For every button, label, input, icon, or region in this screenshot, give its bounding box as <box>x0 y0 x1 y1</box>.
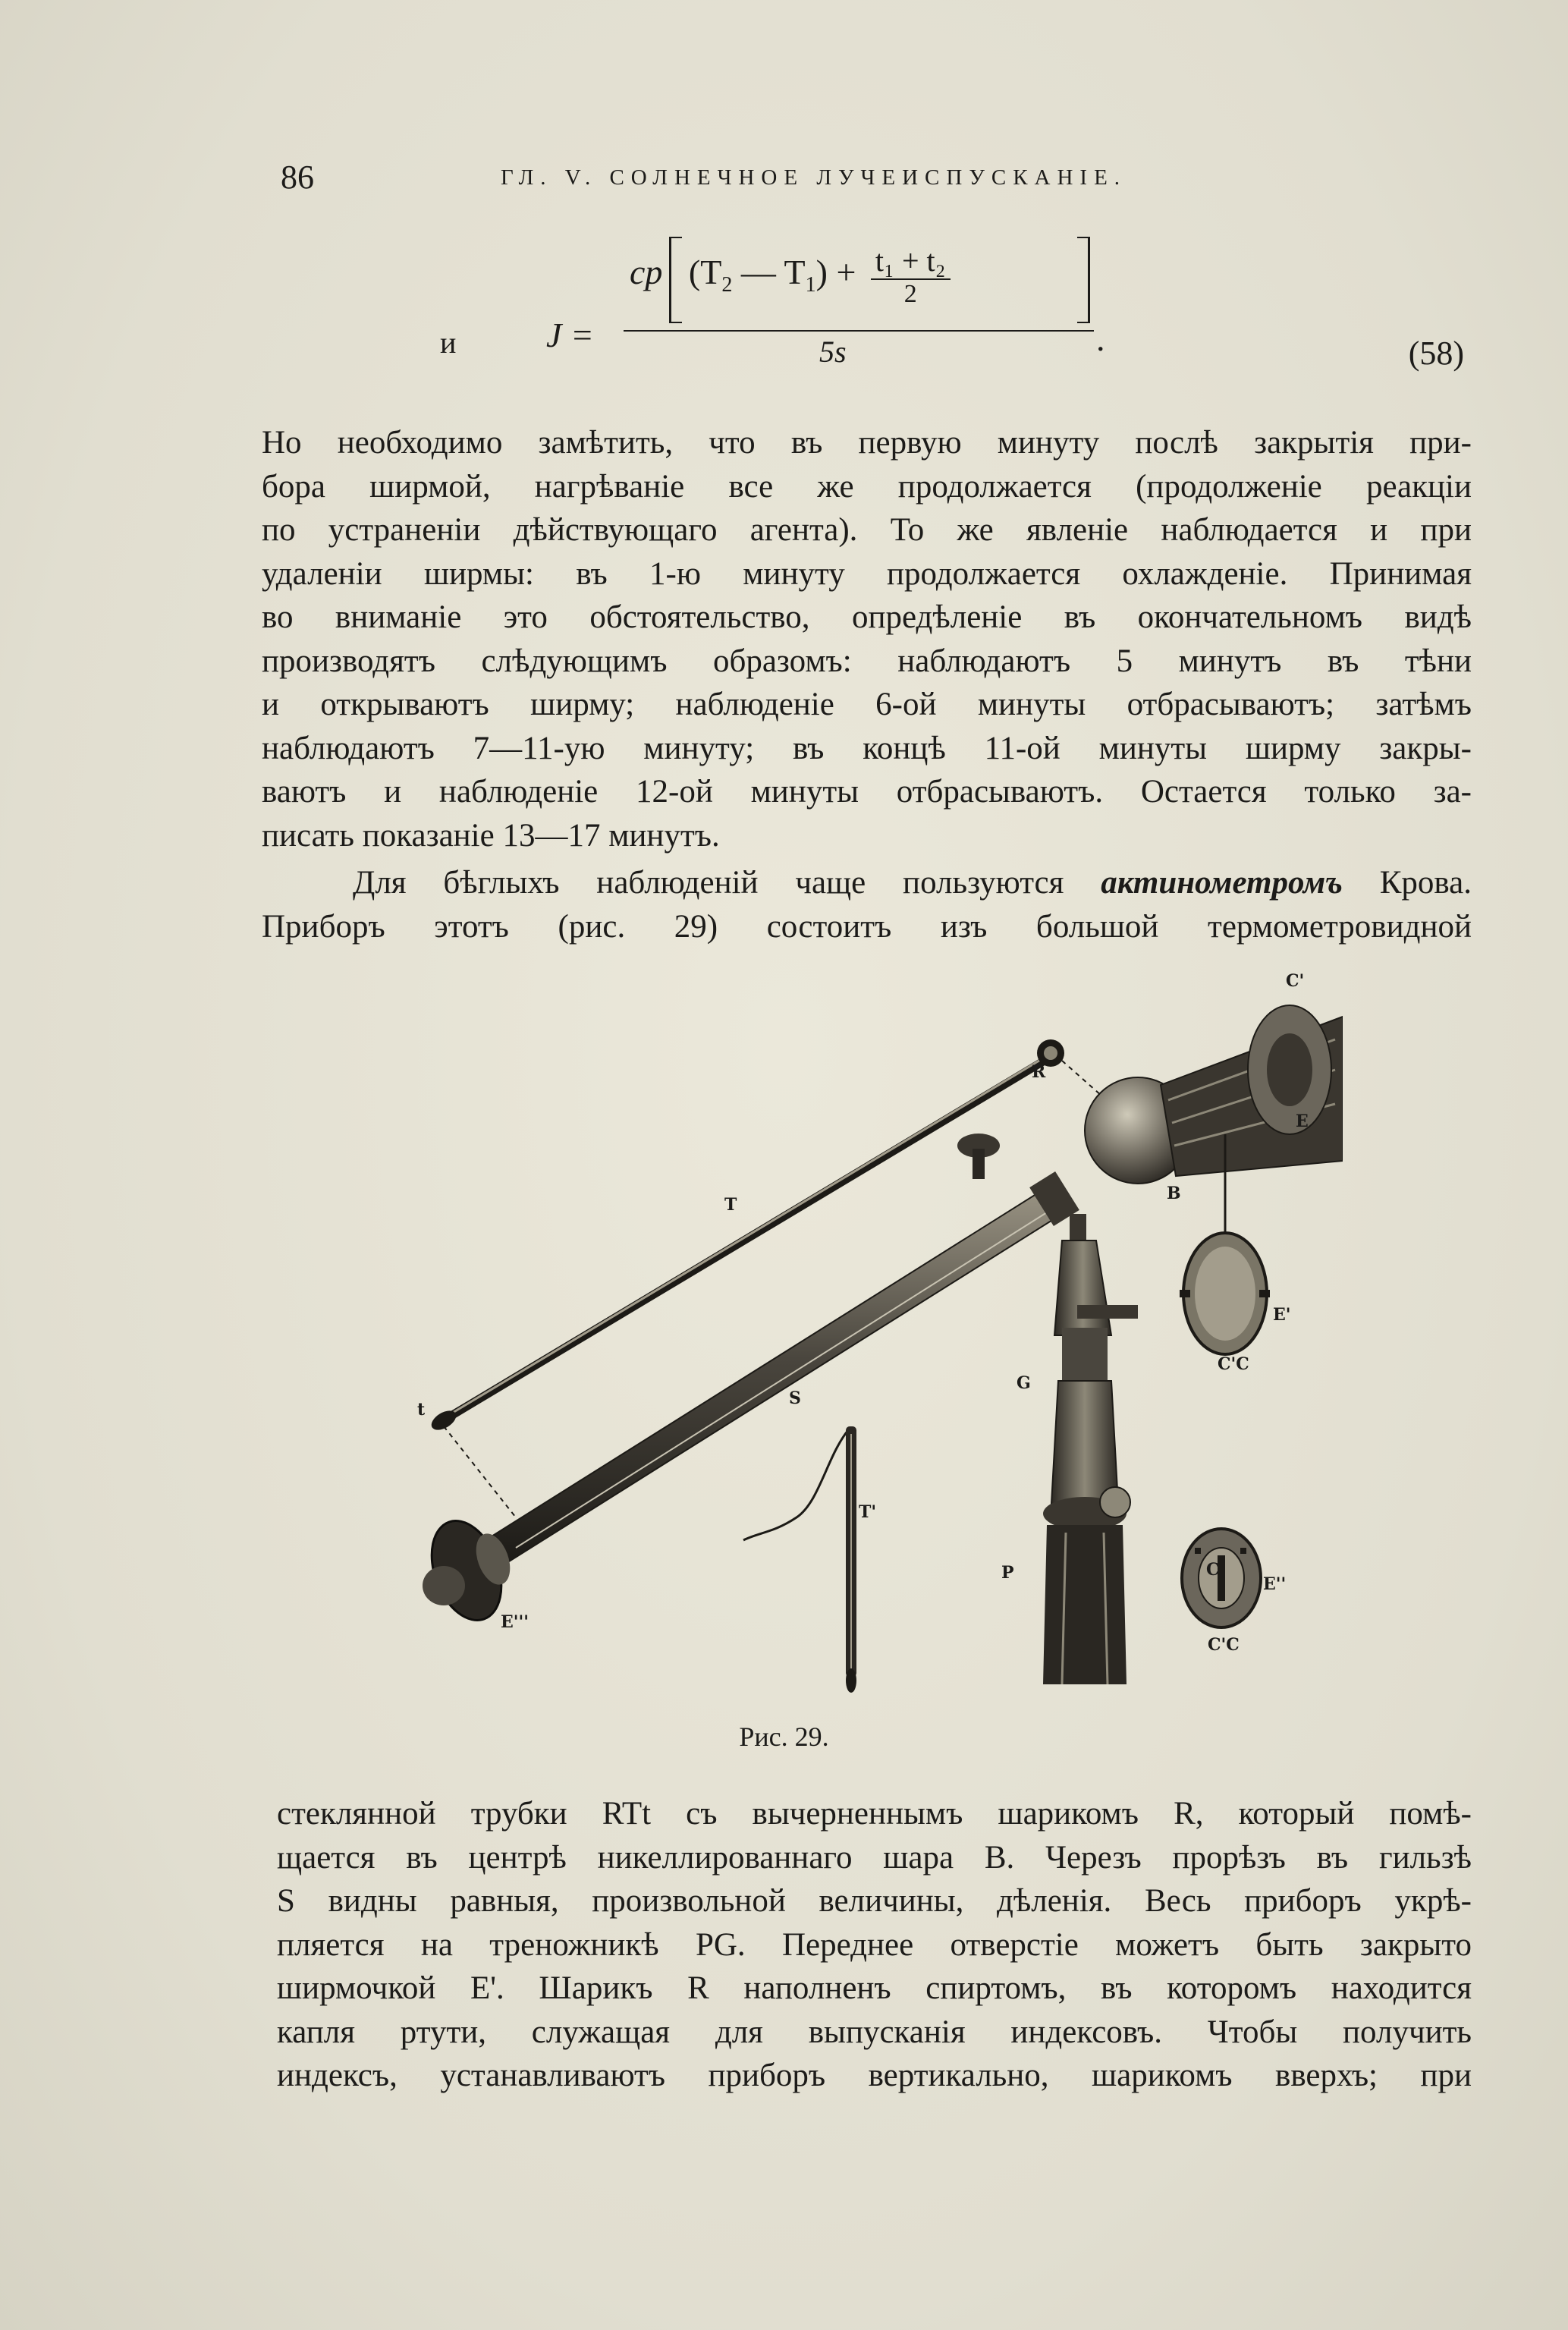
label-C-top: C' <box>1286 971 1305 991</box>
numerator-main: (T <box>688 253 722 292</box>
formula-conjunction: и <box>440 325 457 360</box>
text-line: писать показаніе 13—17 минутъ. <box>262 817 720 854</box>
label-T-prime: T' <box>859 1502 877 1522</box>
figure-caption: Рис. 29. <box>739 1722 829 1752</box>
nickel-ball <box>1085 1005 1343 1184</box>
formula-denominator: 5s <box>819 335 847 369</box>
label-B: B <box>1167 1184 1181 1203</box>
formula-58 <box>425 228 1487 395</box>
label-P: P <box>1001 1563 1014 1583</box>
label-S: S <box>789 1388 801 1408</box>
numerator-minus: — T <box>732 253 806 292</box>
subscript-2: 2 <box>721 273 733 297</box>
text-segment: Для бѣглыхъ наблюденій чаще пользуются <box>353 865 1101 901</box>
text-line: и открываютъ ширму; наблюденіе 6-ой минуты отбрасываютъ; затѣмъ <box>262 687 1472 722</box>
formula-numerator <box>630 243 951 309</box>
text-line: капля ртути, служащая для выпусканія индексовъ. Чтобы получить <box>277 2014 1472 2050</box>
label-E-prime: E' <box>1273 1305 1291 1325</box>
text-line: удаленіи ширмы: въ 1-ю минуту продолжается охлажденіе. Принимая <box>262 555 1472 592</box>
text-line: щается въ центрѣ никеллированнаго шара B. Черезъ прорѣзъ въ гильзѣ <box>277 1839 1472 1876</box>
equation-number: (58) <box>1408 335 1464 372</box>
text-line: ширмочкой E'. Шарикъ R наполненъ спиртомъ, въ которомъ находится <box>277 1970 1472 2006</box>
right-bracket <box>1077 237 1090 323</box>
chapter-title: ГЛ. V. СОЛНЕЧНОЕ ЛУЧЕИСПУСКАНІЕ. <box>501 165 1127 190</box>
subscript-1: 1 <box>805 273 816 297</box>
label-C-low: C <box>1206 1560 1220 1580</box>
label-E-top: E <box>1296 1112 1309 1131</box>
inner-fraction-bottom: 2 <box>903 280 917 308</box>
label-C-bottom: C'C <box>1208 1635 1240 1655</box>
text-line: наблюдаютъ 7—11-ую минуту; въ концѣ 11-ой минуты ширму закры- <box>262 730 1472 766</box>
label-R: R <box>1032 1062 1046 1082</box>
text-line: по устраненіи дѣйствующаго агента). То же явленіе наблюдается и при <box>262 512 1472 548</box>
text-segment: Крова. <box>1342 865 1472 901</box>
text-line <box>262 861 1472 905</box>
formula-lhs: J = <box>546 316 594 354</box>
label-t: t <box>417 1400 426 1420</box>
page-number: 86 <box>281 159 314 196</box>
sleeve-thermometer <box>743 1426 856 1693</box>
inner-fraction <box>871 243 951 309</box>
label-E-double: E'' <box>1263 1574 1287 1594</box>
numerator-plus: ) + <box>815 253 865 292</box>
main-barrel <box>485 1134 1079 1567</box>
text-line: стеклянной трубки RTt съ вычерненнымъ шарикомъ R, который помѣ- <box>277 1796 1472 1832</box>
label-G: G <box>1017 1373 1031 1393</box>
text-line: во вниманіе это обстоятельство, опредѣленіе въ окончательномъ видѣ <box>262 599 1472 635</box>
paragraph-3 <box>277 1792 1472 2098</box>
text-line: пляется на треножникѣ PG. Переднее отверстіе можетъ быть закрыто <box>277 1926 1472 1963</box>
running-head <box>281 158 1475 203</box>
text-line: Но необходимо замѣтить, что въ первую минуту послѣ закрытія при- <box>262 425 1472 461</box>
paragraph-1 <box>262 421 1472 857</box>
small-disc <box>1182 1529 1261 1627</box>
text-line: индексъ, устанавливаютъ приборъ вертикально, шарикомъ вверхъ; при <box>277 2058 1472 2093</box>
tripod-stand <box>1043 1214 1138 1684</box>
text-line: бора ширмой, нагрѣваніе все же продолжается (продолженіе реакціи <box>262 468 1472 505</box>
label-E-triple: E''' <box>501 1612 529 1632</box>
text-line: Приборъ этотъ (рис. 29) состоитъ изъ большой термометровидной <box>262 908 1472 945</box>
label-C-mid: C'C <box>1218 1354 1249 1374</box>
text-line: S видны равныя, произвольной величины, дѣленія. Весь приборъ укрѣ- <box>277 1883 1472 1919</box>
italic-term: актинометромъ <box>1101 865 1343 901</box>
fraction-bar <box>624 330 1094 332</box>
text-line: ваютъ и наблюденіе 12-ой минуты отбрасываютъ. Остается только за- <box>262 774 1472 810</box>
text-line: производятъ слѣдующимъ образомъ: наблюдаютъ 5 минутъ въ тѣни <box>262 643 1472 679</box>
label-T: T <box>724 1195 737 1215</box>
actinometer-illustration <box>394 971 1343 1700</box>
formula-period: . <box>1096 319 1105 358</box>
paragraph-2 <box>262 861 1472 948</box>
inner-fraction-top: t₁ + t₂ <box>871 243 951 280</box>
numerator-prefix: cp <box>630 253 663 292</box>
dashed-line <box>444 1426 516 1517</box>
